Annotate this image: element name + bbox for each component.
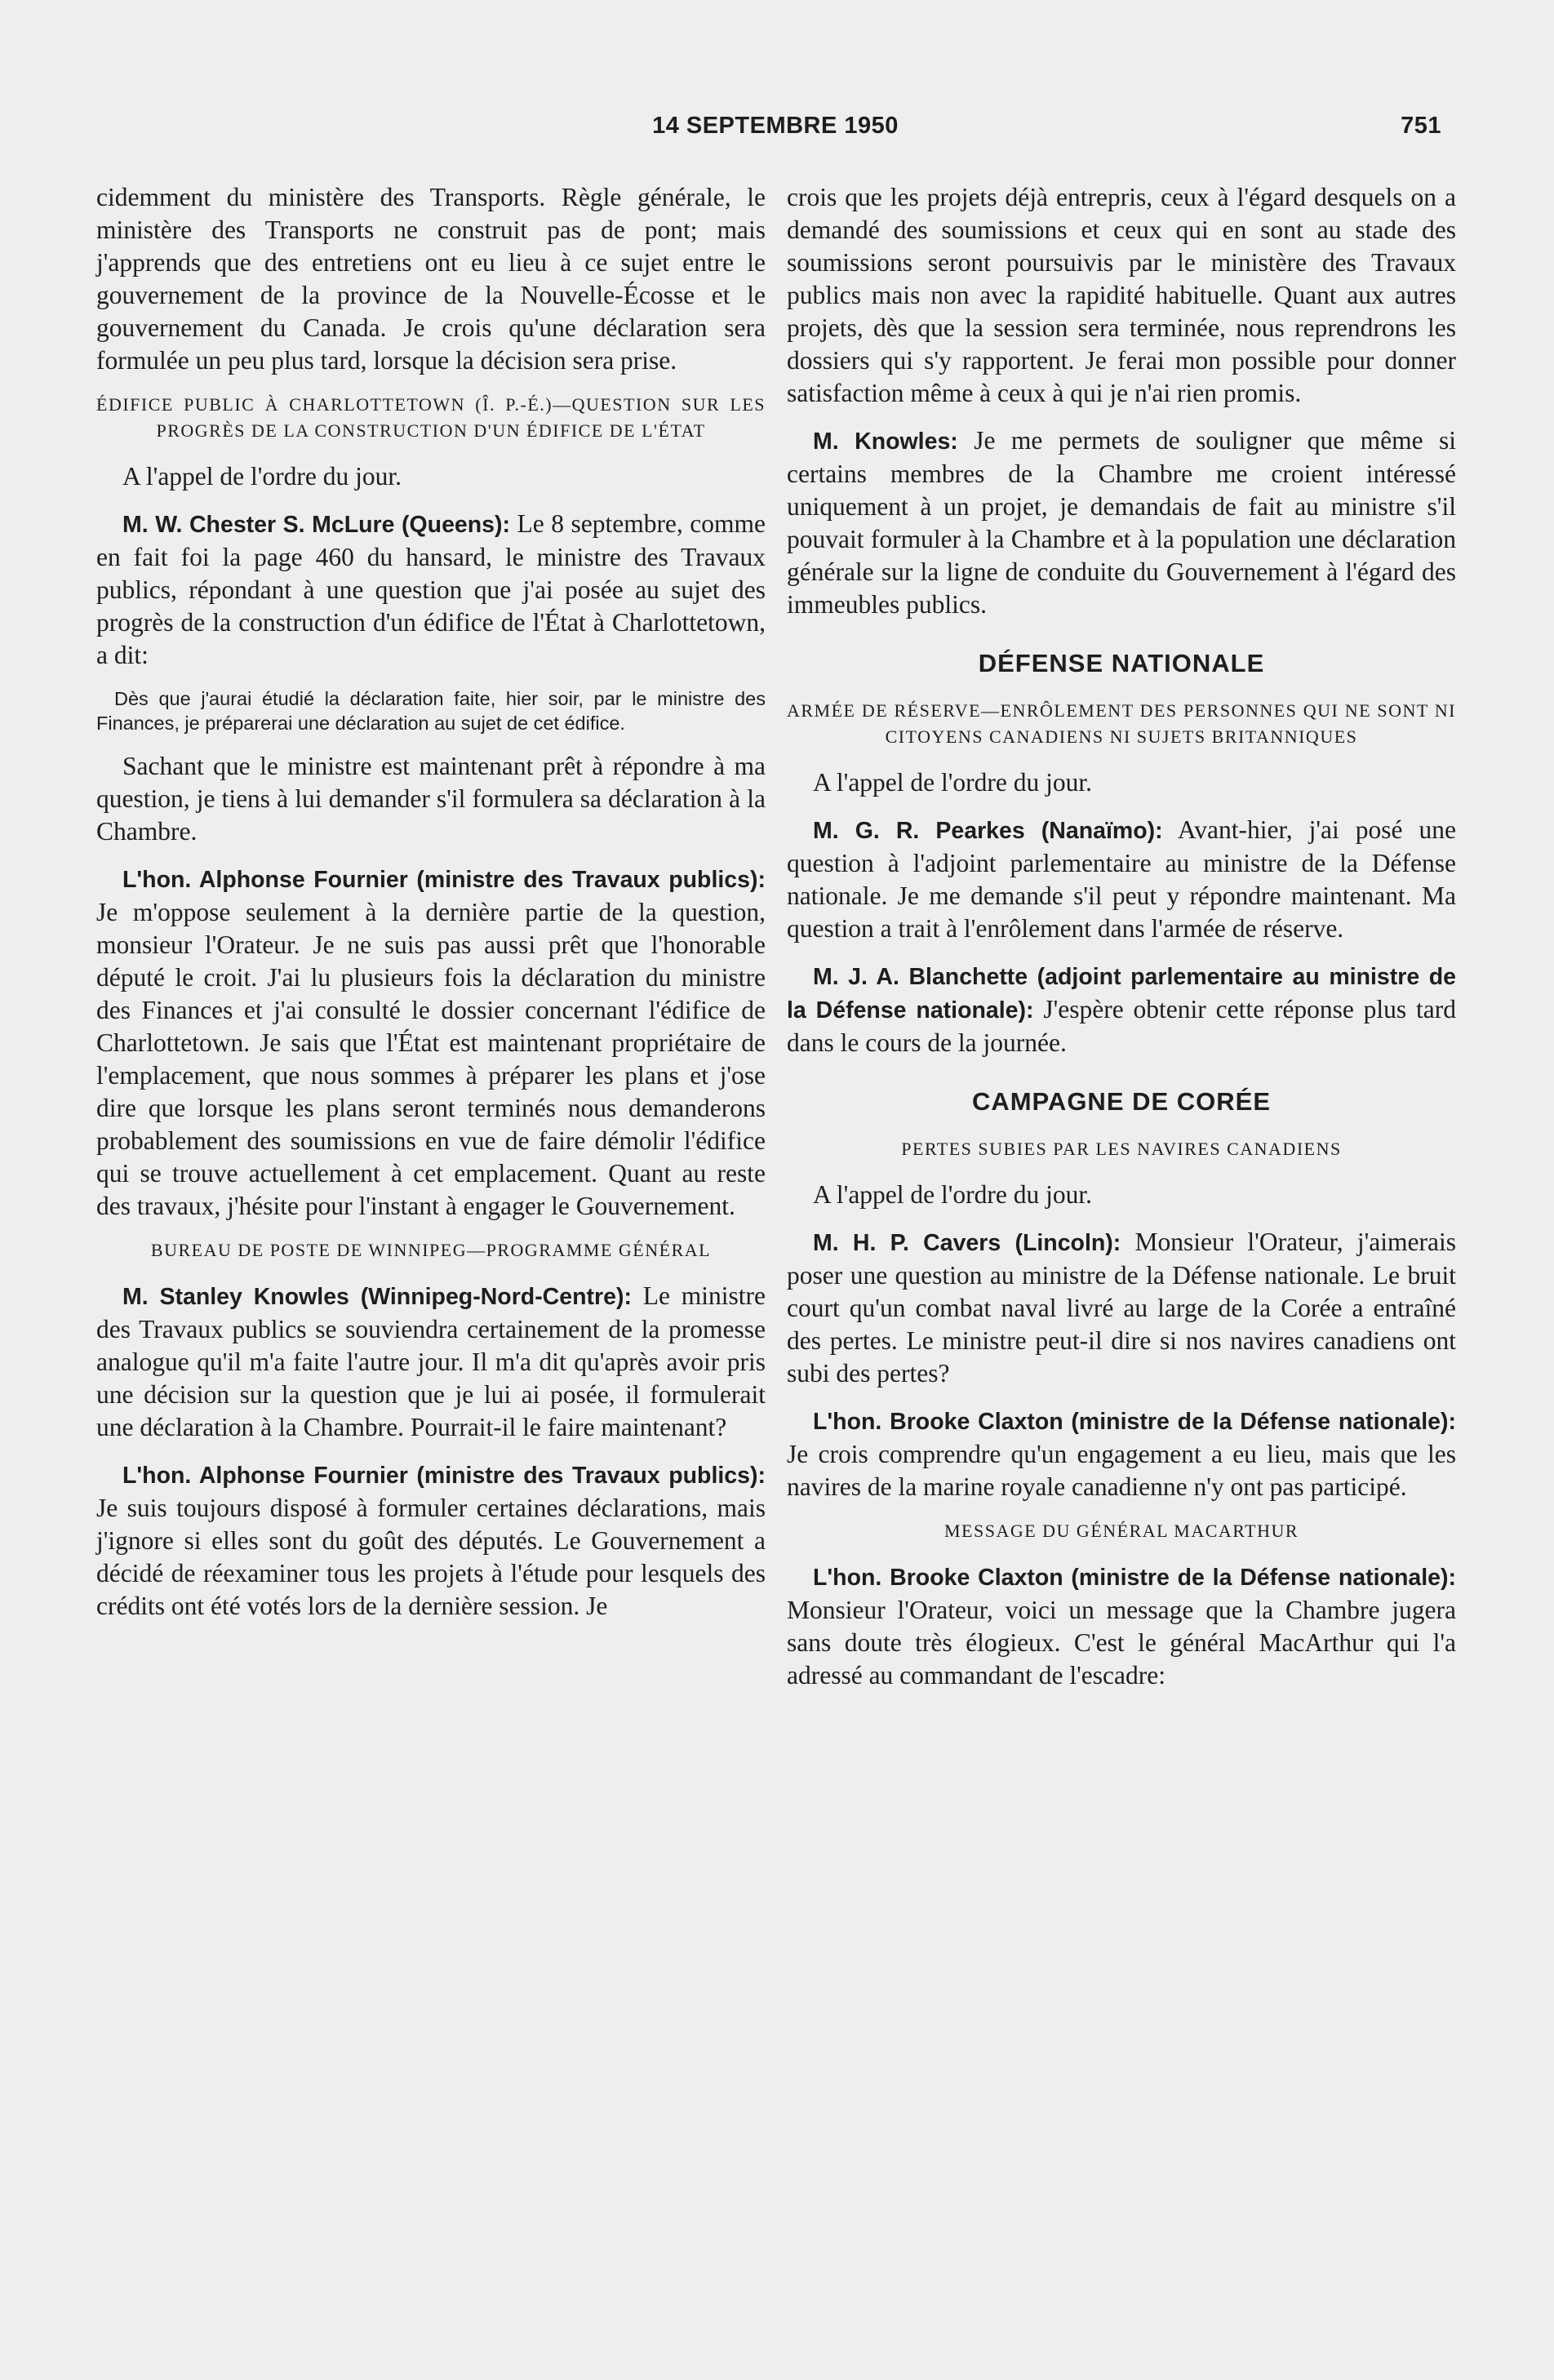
order-of-day: A l'appel de l'ordre du jour. bbox=[813, 768, 1093, 797]
speech-claxton-2 bbox=[787, 1561, 1456, 1692]
subheading-reserve: ARMÉE DE RÉSERVE—ENRÔLEMENT DES PERSONNES QUI NE SONT NI CITOYENS CANADIENS NI SUJETS BRITANNIQUES bbox=[787, 700, 1456, 747]
speech-text: Je suis toujours disposé à formuler certaines déclarations, mais j'ignore si elles sont du goût des députés. Le Gouvernement a décidé de réexaminer tous les projets à l'étude pour lesquels des crédits ont été votés lors de la dernière session. Je bbox=[96, 1494, 766, 1620]
speech-pearkes bbox=[787, 814, 1456, 945]
quotation: Dès que j'aurai étudié la déclaration faite, hier soir, par le ministre des Finances, je préparerai une déclaration au sujet de cet édifice. bbox=[96, 688, 766, 734]
speaker-name: M. Knowles: bbox=[813, 428, 958, 455]
section-title-korea: CAMPAGNE DE CORÉE bbox=[971, 1087, 1272, 1116]
speech-mclure bbox=[96, 508, 766, 672]
speech-text: Je m'oppose seulement à la dernière partie de la question, monsieur l'Orateur. Je ne suis pas aussi prêt que l'honorable député le croit. J'ai lu plusieurs fois la déclaration du ministre des Finances et j'ai consulté le dossier concernant l'édifice de Charlottetown. Je sais que l'État est maintenant propriétaire de l'emplacement, que nous sommes à préparer les plans et j'ose dire que lorsque les plans seront terminés nous demanderons probablement des soumissions en vue de faire démolir l'édifice qui se trouve actuellement à cet emplacement. Quant au reste des travaux, j'hésite pour l'instant à engager le Gouvernement. bbox=[96, 898, 766, 1220]
speech-knowles bbox=[96, 1280, 766, 1444]
speech-knowles-2 bbox=[787, 424, 1456, 621]
order-of-day: A l'appel de l'ordre du jour. bbox=[813, 1180, 1093, 1209]
speech-claxton bbox=[787, 1405, 1456, 1503]
speech-cavers bbox=[787, 1226, 1456, 1390]
header-date: 14 SEPTEMBRE 1950 bbox=[652, 113, 899, 139]
speech-text: Je crois comprendre qu'un engagement a eu lieu, mais que les navires de la marine royale canadienne n'y ont pas participé. bbox=[787, 1440, 1456, 1501]
section-title-defense: DÉFENSE NATIONALE bbox=[978, 649, 1265, 677]
speech-fournier-2 bbox=[96, 1459, 766, 1623]
speaker-name: M. Stanley Knowles (Winnipeg-Nord-Centre): bbox=[122, 1284, 632, 1310]
speech-text: Je me permets de souligner que même si certains membres de la Chambre me croient intéressé uniquement à un projet, je demandais de fait au ministre s'il pouvait formuler à la Chambre et à la population une déclaration générale sur la ligne de conduite du Gouvernement à l'égard des immeubles publics. bbox=[787, 426, 1456, 619]
speech-text: Le 8 septembre, comme en fait foi la page 460 du hansard, le ministre des Travaux publics, répondant à une question que j'ai posée au sujet des progrès de la construction d'un édifice de l'État à Charlottetown, a dit: bbox=[96, 509, 766, 669]
speech-fournier bbox=[96, 863, 766, 1223]
speech-text: Monsieur l'Orateur, voici un message que la Chambre jugera sans doute très élogieux. C'est le général MacArthur qui l'a adressé au commandant de l'escadre: bbox=[787, 1596, 1456, 1690]
left-column bbox=[96, 181, 766, 1637]
speaker-name: L'hon. Alphonse Fournier (ministre des Travaux publics): bbox=[122, 1463, 766, 1489]
subheading-winnipeg: BUREAU DE POSTE DE WINNIPEG—PROGRAMME GÉNÉRAL bbox=[150, 1240, 712, 1260]
paragraph: Sachant que le ministre est maintenant prêt à répondre à ma question, je tiens à lui demander s'il formulera sa déclaration à la Chambre. bbox=[96, 752, 766, 846]
subheading-macarthur: MESSAGE DU GÉNÉRAL MACARTHUR bbox=[944, 1521, 1299, 1541]
page-number: 751 bbox=[1401, 113, 1441, 139]
speaker-name: M. G. R. Pearkes (Nanaïmo): bbox=[813, 818, 1163, 844]
subheading-charlottetown: ÉDIFICE PUBLIC À CHARLOTTETOWN (Î. P.-É.)—QUESTION SUR LES PROGRÈS DE LA CONSTRUCTION D'UN ÉDIFICE DE L'ÉTAT bbox=[96, 394, 766, 441]
speaker-name: M. H. P. Cavers (Lincoln): bbox=[813, 1230, 1121, 1256]
speaker-name: L'hon. Brooke Claxton (ministre de la Défense nationale): bbox=[813, 1565, 1456, 1591]
speech-text: J'espère obtenir cette réponse plus tard dans le cours de la journée. bbox=[787, 995, 1456, 1057]
right-column bbox=[787, 181, 1456, 1707]
speaker-name: M. J. A. Blanchette (adjoint parlementaire au ministre de la Défense nationale): bbox=[787, 964, 1456, 1023]
speaker-name: M. W. Chester S. McLure (Queens): bbox=[122, 512, 511, 538]
paragraph: cidemment du ministère des Transports. Règle générale, le ministère des Transports ne construit pas de pont; mais j'apprends que des entretiens ont eu lieu à ce sujet entre le gouvernement de la province de la Nouvelle-Écosse et le gouvernement du Canada. Je crois qu'une déclaration sera formulée un peu plus tard, lorsque la décision sera prise. bbox=[96, 183, 766, 375]
paragraph: crois que les projets déjà entrepris, ceux à l'égard desquels on a demandé des soumissions et ceux qui en sont au stade des soumissions seront poursuivis par le ministère des Travaux publics mais non avec la rapidité habituelle. Quant aux autres projets, dès que la session sera terminée, nous reprendrons les dossiers qui s'y rapportent. Je ferai mon possible pour donner satisfaction même à ceux à qui je n'ai rien promis. bbox=[787, 183, 1456, 407]
speech-text: Avant-hier, j'ai posé une question à l'adjoint parlementaire au ministre de la Défense nationale. Je me demande s'il peut y répondre maintenant. Ma question a trait à l'enrôlement dans l'armée de réserve. bbox=[787, 815, 1456, 943]
speaker-name: L'hon. Alphonse Fournier (ministre des Travaux publics): bbox=[122, 867, 766, 893]
subheading-losses: PERTES SUBIES PAR LES NAVIRES CANADIENS bbox=[901, 1139, 1342, 1159]
speech-text: Le ministre des Travaux publics se souviendra certainement de la promesse analogue qu'il m'a faite l'autre jour. Il m'a dit qu'après avoir pris une décision sur la question que je lui ai posée, il formulerait une déclaration à la Chambre. Pourrait-il le faire maintenant? bbox=[96, 1281, 766, 1441]
order-of-day: A l'appel de l'ordre du jour. bbox=[122, 462, 402, 491]
page-header bbox=[90, 113, 1461, 152]
speaker-name: L'hon. Brooke Claxton (ministre de la Défense nationale): bbox=[813, 1409, 1456, 1435]
speech-blanchette bbox=[787, 960, 1456, 1059]
speech-text: Monsieur l'Orateur, j'aimerais poser une question au ministre de la Défense nationale. Le bruit court qu'un combat naval livré au large de la Corée a entraîné des pertes. Le ministre peut-il dire si nos navires canadiens ont subi des pertes? bbox=[787, 1228, 1456, 1388]
